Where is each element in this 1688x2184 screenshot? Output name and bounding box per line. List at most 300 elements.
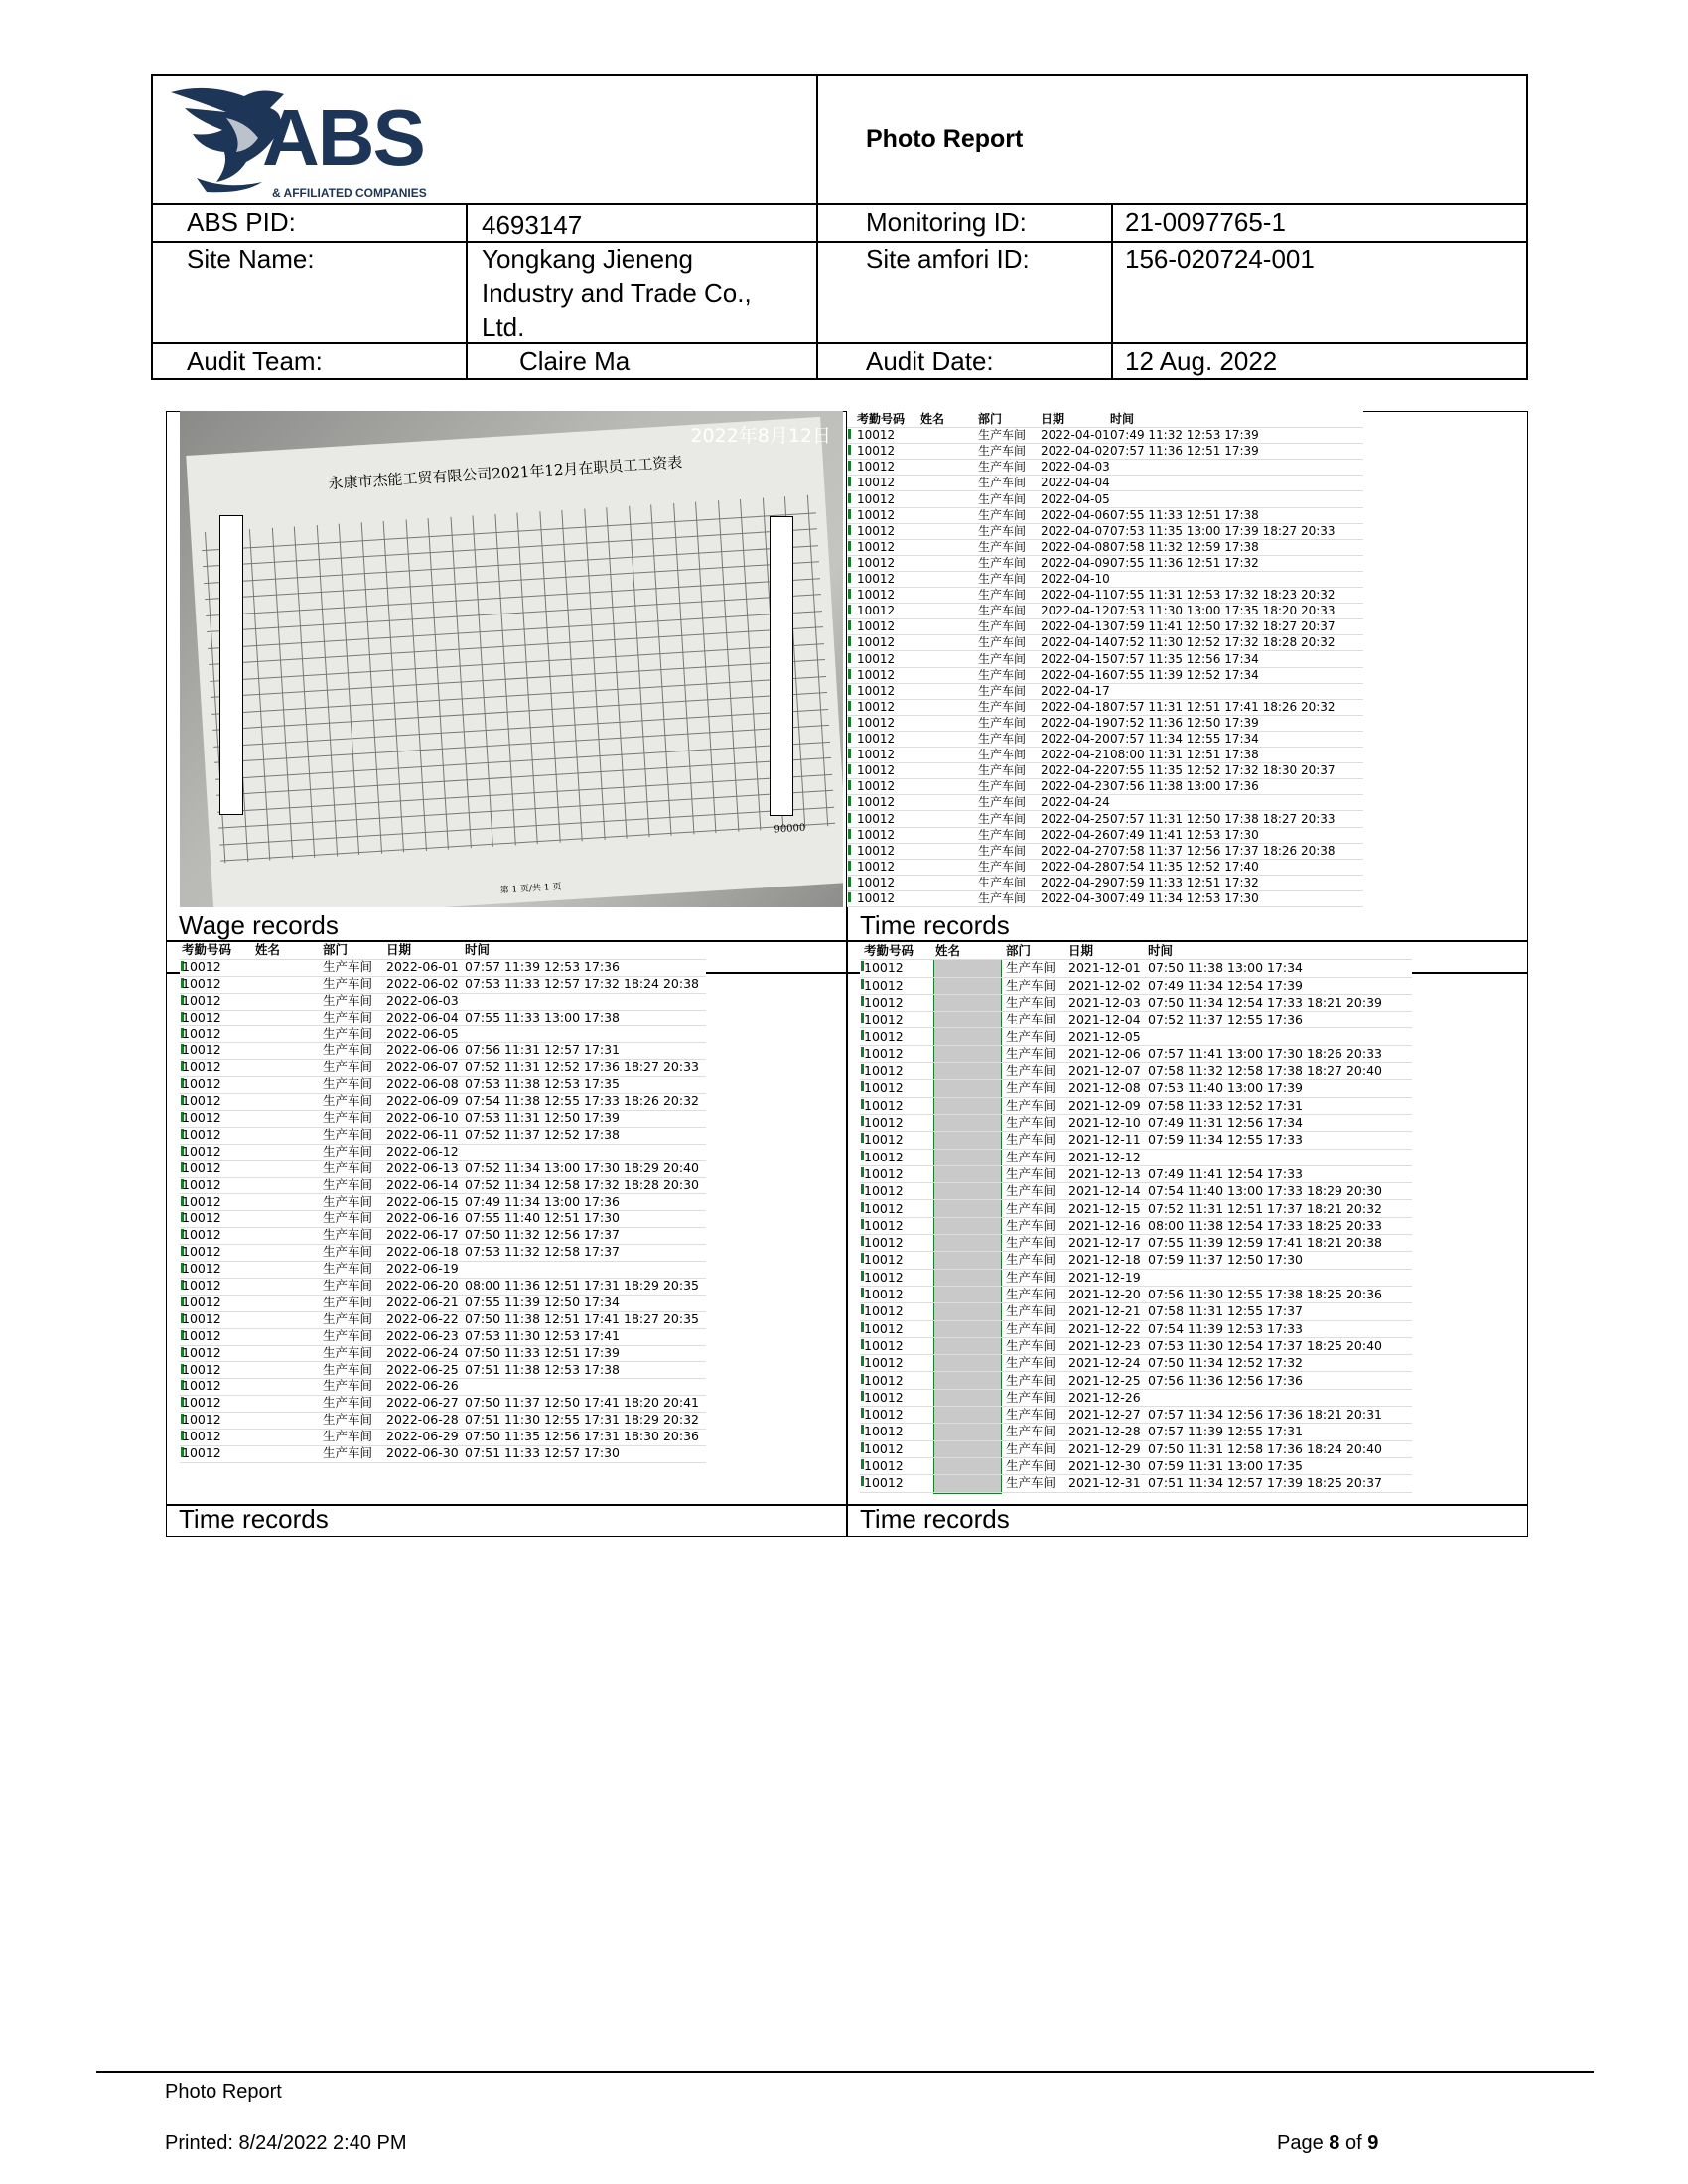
department: 生产车间: [978, 715, 1027, 730]
times: 07:58 11:32 12:58 17:38 18:27 20:40: [1148, 1063, 1383, 1079]
table-row: [860, 1354, 1412, 1372]
department: 生产车间: [1006, 1424, 1056, 1439]
department: 生产车间: [1006, 1063, 1056, 1079]
cell-marker: [848, 589, 851, 599]
table-row: [180, 1110, 706, 1128]
record-id: 10012: [864, 1475, 904, 1491]
date: 2022-06-01: [386, 958, 459, 974]
table-row: [847, 427, 1363, 444]
date: 2022-06-26: [386, 1378, 459, 1394]
record-id: 10012: [182, 1009, 221, 1024]
department: 生产车间: [323, 1093, 373, 1109]
date: 2022-04-29: [1041, 875, 1110, 889]
times: 07:51 11:30 12:55 17:31 18:29 20:32: [465, 1412, 700, 1428]
department: 生产车间: [323, 975, 373, 991]
department: 生产车间: [323, 1294, 373, 1309]
cell-marker: [848, 493, 851, 503]
record-id: 10012: [864, 1252, 904, 1268]
record-id: 10012: [857, 827, 896, 842]
record-id: 10012: [857, 635, 896, 650]
record-id: 10012: [864, 1183, 904, 1199]
table-row: [180, 1160, 706, 1178]
cell-marker: [848, 749, 851, 758]
date: 2022-06-13: [386, 1160, 459, 1175]
record-id: 10012: [182, 1395, 221, 1411]
department: 生产车间: [1006, 1217, 1056, 1233]
record-id: 10012: [864, 1303, 904, 1319]
wage-page-note: 第 1 页/共 1 页: [499, 882, 562, 896]
cell-marker: [848, 796, 851, 806]
record-id: 10012: [857, 683, 896, 698]
date: 2022-04-27: [1041, 843, 1110, 858]
record-id: 10012: [864, 1149, 904, 1164]
date: 2021-12-28: [1068, 1424, 1141, 1439]
department: 生产车间: [1006, 1440, 1056, 1456]
table-row: [860, 1337, 1412, 1355]
department: 生产车间: [1006, 960, 1056, 976]
date: 2021-12-31: [1068, 1475, 1141, 1491]
date: 2022-06-22: [386, 1310, 459, 1326]
department: 生产车间: [978, 555, 1027, 570]
table-row: [860, 1097, 1412, 1115]
department: 生产车间: [978, 699, 1027, 714]
record-id: 10012: [182, 1261, 221, 1277]
footer-page-number: [1277, 2132, 1378, 2155]
department: 生产车间: [978, 572, 1027, 586]
date: 2021-12-17: [1068, 1235, 1141, 1251]
date: 2022-04-24: [1041, 795, 1110, 810]
department: 生产车间: [978, 428, 1027, 443]
table-row: [860, 994, 1412, 1012]
times: 07:50 11:32 12:56 17:37: [465, 1227, 621, 1243]
date: 2022-04-21: [1041, 748, 1110, 762]
april-caption: Time records: [860, 910, 1010, 940]
date: 2021-12-29: [1068, 1440, 1141, 1456]
department: 生产车间: [1006, 977, 1056, 993]
times: 07:52 11:34 13:00 17:30 18:29 20:40: [465, 1160, 700, 1175]
times: 07:57 11:31 12:51 17:41 18:26 20:32: [1110, 699, 1336, 714]
record-id: 10012: [857, 523, 896, 538]
department: 生产车间: [1006, 1183, 1056, 1199]
table-row: [860, 1200, 1412, 1218]
times: 07:51 11:33 12:57 17:30: [465, 1445, 621, 1460]
times: 07:50 11:33 12:51 17:39: [465, 1344, 621, 1360]
times: 07:57 11:31 12:50 17:38 18:27 20:33: [1110, 811, 1336, 826]
record-id: 10012: [864, 1389, 904, 1405]
department: 生产车间: [323, 1076, 373, 1092]
date: 2021-12-02: [1068, 977, 1141, 993]
record-id: 10012: [857, 715, 896, 730]
times: 07:52 11:31 12:52 17:36 18:27 20:33: [465, 1059, 700, 1075]
department: 生产车间: [323, 958, 373, 974]
department: 生产车间: [1006, 1200, 1056, 1216]
department: 生产车间: [1006, 1269, 1056, 1285]
department: 生产车间: [978, 444, 1027, 459]
record-id: 10012: [857, 491, 896, 506]
record-id: 10012: [864, 1287, 904, 1301]
times: 07:56 11:38 13:00 17:36: [1110, 779, 1259, 794]
column-header: 部门: [323, 942, 349, 957]
cell-marker: [848, 733, 851, 743]
department: 生产车间: [323, 1412, 373, 1428]
footer-divider: [96, 2071, 1594, 2073]
divider: [153, 241, 1526, 243]
department: 生产车间: [323, 1126, 373, 1142]
cell-marker: [848, 861, 851, 871]
site-name-label: Site Name:: [187, 244, 315, 274]
record-id: 10012: [182, 1429, 221, 1444]
record-id: 10012: [857, 539, 896, 554]
times: 07:55 11:33 13:00 17:38: [465, 1009, 621, 1024]
date: 2022-04-11: [1041, 588, 1110, 603]
times: 07:57 11:39 12:53 17:36: [465, 958, 621, 974]
department: 生产车间: [323, 1429, 373, 1444]
date: 2022-04-19: [1041, 715, 1110, 730]
table-row: [180, 1345, 706, 1363]
department: 生产车间: [323, 1025, 373, 1041]
table-row: [847, 507, 1363, 524]
table-row: [847, 539, 1363, 556]
record-id: 10012: [182, 1176, 221, 1192]
department: 生产车间: [1006, 1355, 1056, 1371]
times: 07:50 11:38 13:00 17:34: [1148, 960, 1304, 976]
table-header-row: [860, 942, 1412, 960]
wage-total: 90000: [774, 822, 806, 836]
department: 生产车间: [323, 1143, 373, 1159]
department: 生产车间: [323, 1009, 373, 1024]
audit-team-label: Audit Team:: [187, 346, 323, 376]
table-row: [847, 794, 1363, 811]
cell-marker: [848, 701, 851, 711]
record-id: 10012: [864, 1165, 904, 1181]
wage-record-photo: [180, 411, 843, 907]
table-row: [847, 555, 1363, 572]
record-id: 10012: [857, 667, 896, 682]
department: 生产车间: [978, 523, 1027, 538]
department: 生产车间: [323, 1310, 373, 1326]
table-row: [180, 1328, 706, 1346]
date: 2021-12-24: [1068, 1355, 1141, 1371]
department: 生产车间: [323, 1210, 373, 1226]
page-of: of: [1339, 2132, 1368, 2154]
abs-pid-value: 4693147: [482, 210, 583, 240]
record-id: 10012: [857, 699, 896, 714]
record-id: 10012: [182, 1445, 221, 1460]
department: 生产车间: [323, 1261, 373, 1277]
table-row: [860, 1234, 1412, 1252]
times: 08:00 11:31 12:51 17:38: [1110, 748, 1259, 762]
table-row: [847, 762, 1363, 779]
times: 07:52 11:30 12:52 17:32 18:28 20:32: [1110, 635, 1336, 650]
redaction-bar: [770, 516, 793, 816]
audit-team-value: Claire Ma: [519, 346, 631, 376]
department: 生产车间: [978, 843, 1027, 858]
times: 07:49 11:34 13:00 17:36: [465, 1193, 621, 1209]
date: 2022-06-02: [386, 975, 459, 991]
table-row: [860, 1028, 1412, 1046]
record-id: 10012: [182, 1310, 221, 1326]
times: 07:56 11:30 12:55 17:38 18:25 20:36: [1148, 1287, 1383, 1301]
date: 2022-04-16: [1041, 667, 1110, 682]
logo-text: ABS: [262, 93, 424, 182]
cell-marker: [848, 461, 851, 471]
date: 2021-12-22: [1068, 1320, 1141, 1336]
table-row: [180, 993, 706, 1011]
table-row: [180, 1194, 706, 1212]
time-records-april: [847, 411, 1363, 907]
date: 2022-04-10: [1041, 572, 1110, 586]
department: 生产车间: [1006, 1458, 1056, 1473]
table-row: [860, 1217, 1412, 1235]
table-row: [860, 1149, 1412, 1166]
date: 2022-04-18: [1041, 699, 1110, 714]
date: 2022-06-18: [386, 1244, 459, 1260]
department: 生产车间: [323, 992, 373, 1008]
record-id: 10012: [857, 779, 896, 794]
times: 07:58 11:33 12:52 17:31: [1148, 1097, 1304, 1113]
table-row: [180, 1395, 706, 1413]
table-row: [180, 1127, 706, 1145]
department: 生产车间: [978, 763, 1027, 778]
date: 2022-04-17: [1041, 683, 1110, 698]
record-id: 10012: [182, 1344, 221, 1360]
times: 07:53 11:32 12:58 17:37: [465, 1244, 621, 1260]
divider: [153, 203, 1526, 205]
table-row: [860, 1062, 1412, 1080]
times: 07:50 11:35 12:56 17:31 18:30 20:36: [465, 1429, 700, 1444]
times: 07:59 11:41 12:50 17:32 18:27 20:37: [1110, 619, 1336, 634]
table-row: [180, 1059, 706, 1077]
times: 07:54 11:38 12:55 17:33 18:26 20:32: [465, 1093, 700, 1109]
date: 2021-12-18: [1068, 1252, 1141, 1268]
record-id: 10012: [864, 1355, 904, 1371]
date: 2022-06-21: [386, 1294, 459, 1309]
date: 2022-06-12: [386, 1143, 459, 1159]
department: 生产车间: [323, 1445, 373, 1460]
record-id: 10012: [182, 1093, 221, 1109]
record-id: 10012: [857, 604, 896, 618]
record-id: 10012: [182, 1278, 221, 1293]
table-row: [847, 859, 1363, 876]
column-header: 日期: [1041, 412, 1065, 426]
page-current: 8: [1329, 2132, 1340, 2154]
column-header: 日期: [1068, 943, 1094, 958]
times: 08:00 11:38 12:54 17:33 18:25 20:33: [1148, 1217, 1383, 1233]
cell-marker: [848, 877, 851, 887]
cell-marker: [848, 892, 851, 902]
table-row: [847, 827, 1363, 844]
department: 生产车间: [323, 1327, 373, 1343]
record-id: 10012: [864, 1217, 904, 1233]
table-row: [847, 731, 1363, 748]
column-header: 考勤号码: [864, 943, 914, 958]
record-id: 10012: [182, 1126, 221, 1142]
department: 生产车间: [1006, 1407, 1056, 1423]
table-row: [180, 1261, 706, 1279]
department: 生产车间: [1006, 1287, 1056, 1301]
department: 生产车间: [1006, 1303, 1056, 1319]
record-id: 10012: [182, 1210, 221, 1226]
abs-logo: [167, 78, 485, 202]
times: 07:57 11:34 12:55 17:34: [1110, 732, 1259, 746]
times: 07:59 11:31 13:00 17:35: [1148, 1458, 1304, 1473]
times: 07:50 11:34 12:52 17:32: [1148, 1355, 1304, 1371]
record-id: 10012: [857, 748, 896, 762]
table-row: [180, 1278, 706, 1296]
date: 2021-12-12: [1068, 1149, 1141, 1164]
record-id: 10012: [857, 859, 896, 874]
table-row: [180, 1144, 706, 1161]
times: 07:49 11:32 12:53 17:39: [1110, 428, 1259, 443]
department: 生产车间: [978, 875, 1027, 889]
times: 07:54 11:35 12:52 17:40: [1110, 859, 1259, 874]
cell-marker: [848, 764, 851, 774]
cell-marker: [848, 653, 851, 663]
department: 生产车间: [323, 1378, 373, 1394]
date: 2022-06-09: [386, 1093, 459, 1109]
times: 07:55 11:36 12:51 17:32: [1110, 555, 1259, 570]
date: 2022-06-23: [386, 1327, 459, 1343]
record-id: 10012: [182, 1294, 221, 1309]
times: 07:55 11:39 12:59 17:41 18:21 20:38: [1148, 1235, 1383, 1251]
date: 2022-04-12: [1041, 604, 1110, 618]
record-id: 10012: [864, 1063, 904, 1079]
wage-caption: Wage records: [179, 910, 339, 940]
record-id: 10012: [864, 1440, 904, 1456]
record-id: 10012: [864, 1320, 904, 1336]
date: 2022-04-23: [1041, 779, 1110, 794]
table-row: [847, 587, 1363, 604]
department: 生产车间: [323, 1361, 373, 1377]
date: 2021-12-10: [1068, 1115, 1141, 1130]
record-id: 10012: [864, 1080, 904, 1096]
record-id: 10012: [857, 795, 896, 810]
times: 07:53 11:35 13:00 17:39 18:27 20:33: [1110, 523, 1336, 538]
times: 07:52 11:37 12:55 17:36: [1148, 1012, 1304, 1027]
record-id: 10012: [864, 1200, 904, 1216]
date: 2021-12-25: [1068, 1372, 1141, 1388]
date: 2022-06-11: [386, 1126, 459, 1142]
department: 生产车间: [323, 1059, 373, 1075]
table-row: [860, 1045, 1412, 1063]
date: 2022-06-04: [386, 1009, 459, 1024]
table-row: [847, 459, 1363, 476]
table-row: [180, 1445, 706, 1463]
times: 07:57 11:41 13:00 17:30 18:26 20:33: [1148, 1045, 1383, 1061]
table-row: [847, 683, 1363, 700]
table-row: [847, 571, 1363, 588]
redaction-bar: [219, 515, 243, 815]
logo-subtext: & AFFILIATED COMPANIES: [272, 186, 427, 200]
times: 07:56 11:36 12:56 17:36: [1148, 1372, 1304, 1388]
table-row: [847, 778, 1363, 795]
date: 2021-12-20: [1068, 1287, 1141, 1301]
table-row: [847, 523, 1363, 540]
department: 生产车间: [323, 1227, 373, 1243]
department: 生产车间: [1006, 1165, 1056, 1181]
record-id: 10012: [182, 1327, 221, 1343]
date: 2021-12-07: [1068, 1063, 1141, 1079]
record-id: 10012: [864, 1407, 904, 1423]
record-id: 10012: [857, 619, 896, 634]
table-row: [847, 603, 1363, 619]
record-id: 10012: [864, 1012, 904, 1027]
department: 生产车间: [1006, 1115, 1056, 1130]
date: 2022-04-30: [1041, 891, 1110, 905]
audit-date-label: Audit Date:: [866, 346, 994, 376]
table-row: [860, 977, 1412, 995]
times: 07:56 11:31 12:57 17:31: [465, 1042, 621, 1058]
table-row: [180, 976, 706, 994]
cell-marker: [848, 829, 851, 839]
record-id: 10012: [864, 1458, 904, 1473]
cell-marker: [848, 845, 851, 855]
cell-marker: [848, 429, 851, 439]
department: 生产车间: [978, 811, 1027, 826]
column-header: 考勤号码: [857, 412, 906, 426]
cell-marker: [848, 573, 851, 583]
department: 生产车间: [978, 683, 1027, 698]
header-table: [151, 74, 1528, 380]
date: 2022-04-04: [1041, 476, 1110, 490]
date: 2021-12-15: [1068, 1200, 1141, 1216]
record-id: 10012: [182, 1076, 221, 1092]
date: 2022-06-29: [386, 1429, 459, 1444]
table-row: [180, 1026, 706, 1044]
table-row: [860, 1079, 1412, 1097]
date: 2022-04-25: [1041, 811, 1110, 826]
times: 07:55 11:39 12:50 17:34: [465, 1294, 621, 1309]
cell-marker: [848, 525, 851, 535]
page-prefix: Page: [1277, 2132, 1330, 2154]
record-id: 10012: [857, 811, 896, 826]
table-row: [860, 1302, 1412, 1320]
cell-marker: [848, 477, 851, 486]
table-row: [860, 1440, 1412, 1458]
times: 07:50 11:37 12:50 17:41 18:20 20:41: [465, 1395, 700, 1411]
site-name-line-2: Industry and Trade Co.,: [482, 278, 752, 308]
date: 2022-04-20: [1041, 732, 1110, 746]
table-row: [847, 875, 1363, 891]
table-row: [847, 715, 1363, 732]
table-row: [180, 1362, 706, 1380]
column-header: 姓名: [255, 942, 281, 957]
record-id: 10012: [864, 1424, 904, 1439]
date: 2022-06-10: [386, 1110, 459, 1125]
department: 生产车间: [323, 1176, 373, 1192]
record-id: 10012: [182, 1143, 221, 1159]
cell-marker: [848, 636, 851, 646]
times: 07:49 11:34 12:53 17:30: [1110, 891, 1259, 905]
site-amfori-value: 156-020724-001: [1125, 244, 1315, 274]
record-id: 10012: [857, 507, 896, 522]
times: 07:57 11:34 12:56 17:36 18:21 20:31: [1148, 1407, 1383, 1423]
department: 生产车间: [1006, 1337, 1056, 1353]
record-id: 10012: [857, 891, 896, 905]
cell-marker: [848, 669, 851, 679]
record-id: 10012: [182, 1160, 221, 1175]
table-row: [860, 1165, 1412, 1183]
times: 07:55 11:33 12:51 17:38: [1110, 507, 1259, 522]
cell-marker: [848, 445, 851, 455]
department: 生产车间: [323, 1344, 373, 1360]
date: 2022-04-22: [1041, 763, 1110, 778]
times: 07:49 11:41 12:54 17:33: [1148, 1165, 1304, 1181]
record-id: 10012: [182, 1244, 221, 1260]
department: 生产车间: [1006, 1097, 1056, 1113]
table-row: [847, 491, 1363, 508]
times: 07:53 11:30 12:53 17:41: [465, 1327, 621, 1343]
